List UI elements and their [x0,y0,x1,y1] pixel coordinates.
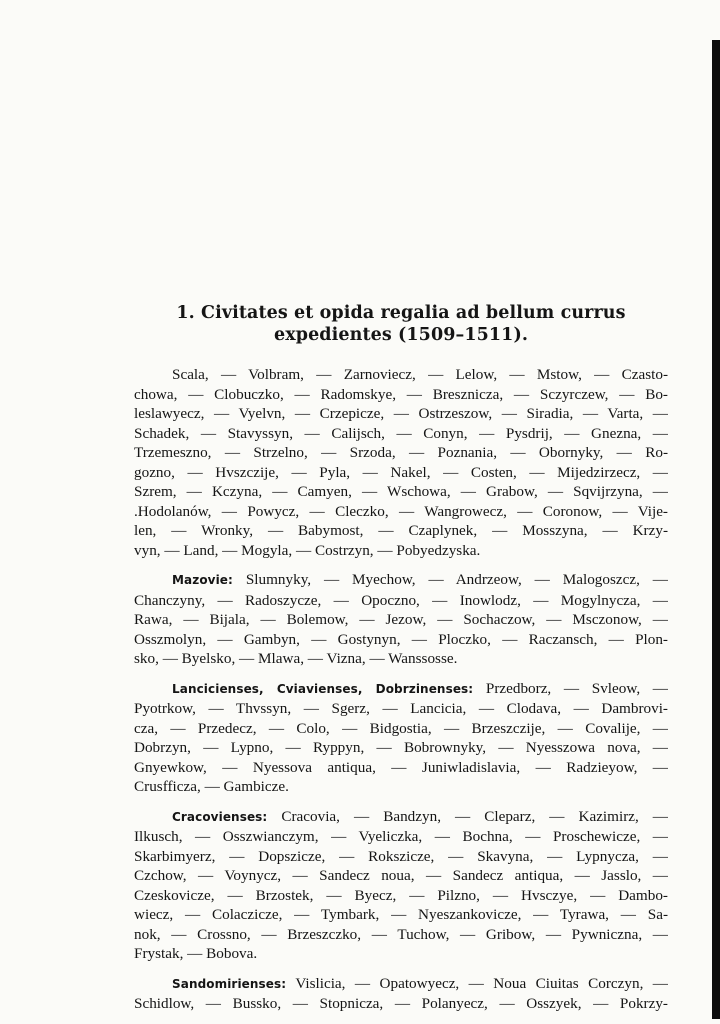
text-line [134,974,668,995]
section-heading-mazovie: Mazovie: [172,573,233,587]
text-line: Szrem, — Kczyna, — Camyen, — Wschowa, — Grabow, — Sqvijrzyna, — [134,483,668,500]
text-line: len, — Wronky, — Babymost, — Czaplynek, — Mosszyna, — Krzy- [134,522,668,539]
text-run: Vislicia, — Opatowyecz, — Noua Ciuitas Corczyn, — [286,974,668,992]
text-line: wiecz, — Colaczicze, — Tymbark, — Nyeszankovicze, — Tyrawa, — Sa- [134,906,668,923]
section-heading-sandomirienses: Sandomirienses: [172,976,287,991]
title-line-2: expedientes (1509–1511). [273,325,529,345]
text-line: Skarbimyerz, — Dopszicze, — Rokszicze, — Skavyna, — Lypnycza, — [134,847,668,865]
text-line: Schidlow, — Bussko, — Stopnicza, — Polanyecz, — Osszyek, — Pokrzy- [134,995,668,1012]
paragraph-cracovienses [134,807,668,964]
text-line: Dobrzyn, — Lypno, — Ryppyn, — Bobrownyky, — Nyesszowa nova, — [134,739,668,756]
document-title [134,302,668,346]
text-run: Slumnyky, — Myechow, — Andrzeow, — Malogoszcz, — [232,571,668,588]
text-line: sko, — Byelsko, — Mlawa, — Vizna, — Wanssosse. [134,650,458,667]
text-line: Frystak, — Bobova. [134,945,258,962]
text-line: Scala, — Volbram, — Zarnoviecz, — Lelow, — Mstow, — Czasto- [172,366,668,383]
text-run: Przedborz, — Svleow, — [473,679,668,697]
text-line: Trzemeszno, — Strzelno, — Srzoda, — Poznania, — Obornyky, — Ro- [134,444,668,461]
paragraph-great-poland [134,365,668,560]
text-run: Cracovia, — Bandzyn, — Cleparz, — Kazimirz, — [267,807,668,825]
document-page [134,302,668,1024]
page-edge-bar [712,40,720,1019]
paragraph-sandomirienses [134,974,668,1014]
text-line: chowa, — Clobuczko, — Radomskye, — Bresznicza, — Sczyrczew, — Bo- [134,385,668,403]
section-heading-lancicienses: Lancicienses, Cviavienses, Dobrzinenses: [172,681,474,696]
title-line-1: 1. Civitates et opida regalia ad bellum currus [176,303,626,323]
paragraph-lancicienses [134,679,668,797]
text-line: cza, — Przedecz, — Colo, — Bidgostia, — Brzeszczije, — Covalije, — [134,719,668,737]
text-line: Crusfficza, — Gambicze. [134,778,289,795]
text-line [134,807,668,828]
section-heading-cracovienses: Cracovienses: [172,809,268,824]
text-line: Rawa, — Bijala, — Bolemow, — Jezow, — Sochaczow, — Msczonow, — [134,611,668,628]
text-line: Osszmolyn, — Gambyn, — Gostynyn, — Ploczko, — Raczansch, — Plon- [134,630,668,648]
text-line: Pyotrkow, — Thvssyn, — Sgerz, — Lancicia, — Clodava, — Dambrovi- [134,700,668,717]
paragraph-mazovie [134,570,668,669]
text-line: leslawyecz, — Vyelvn, — Crzepicze, — Ostrzeszow, — Siradia, — Varta, — [134,405,668,422]
text-line [134,570,668,591]
text-line: Schadek, — Stavyssyn, — Calijsch, — Conyn, — Pysdrij, — Gnezna, — [134,424,668,442]
text-line: Ilkusch, — Osszwianczym, — Vyeliczka, — Bochna, — Proschewicze, — [134,828,668,845]
text-line: gozno, — Hvszczije, — Pyla, — Nakel, — Costen, — Mijedzirzecz, — [134,463,668,481]
text-line: Gnyewkow, — Nyessova antiqua, — Juniwladislavia, — Radzieyow, — [134,758,668,776]
text-line: vyn, — Land, — Mogyla, — Costrzyn, — Pobyedzyska. [134,541,481,559]
text-line [134,679,668,700]
text-line: .Hodolanów, — Powycz, — Cleczko, — Wangrowecz, — Coronow, — Vije- [134,502,668,520]
text-line: Czeskovicze, — Brzostek, — Byecz, — Pilzno, — Hvsczye, — Dambo- [134,886,668,904]
text-line: Czchow, — Voynycz, — Sandecz noua, — Sandecz antiqua, — Jasslo, — [134,867,668,884]
text-line: nok, — Crossno, — Brzeszczko, — Tuchow, — Gribow, — Pywniczna, — [134,925,668,943]
text-line: Chanczyny, — Radoszycze, — Opoczno, — Inowlodz, — Mogylnycza, — [134,591,668,609]
